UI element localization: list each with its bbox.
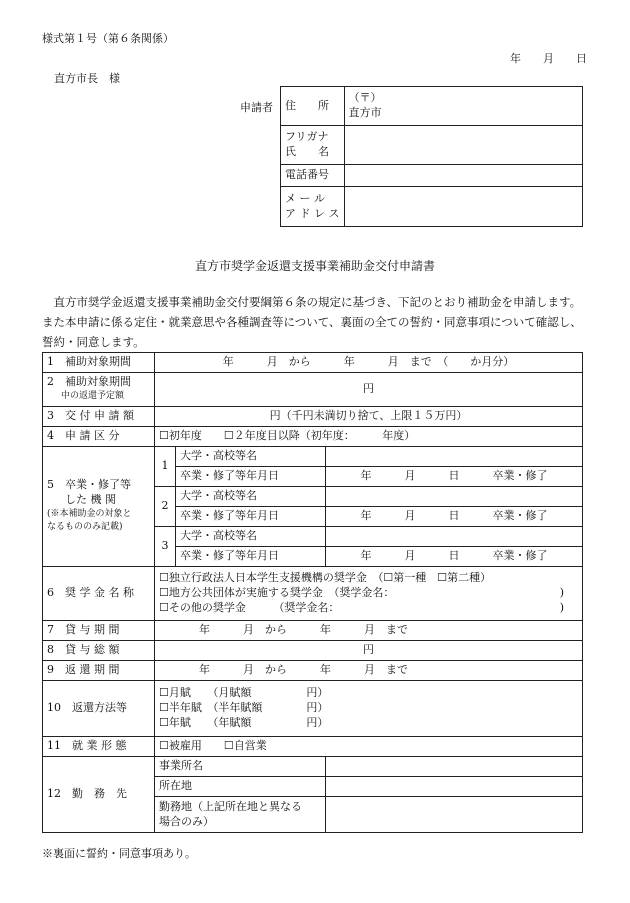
name-field[interactable]: [344, 126, 583, 165]
workplace-label: [155, 797, 326, 833]
row8-label: 8 貸 与 総 額: [43, 641, 155, 661]
repay-monthly[interactable]: ☐月賦 （月賦額 円）: [159, 686, 329, 700]
applicant-label: 申請者: [240, 101, 273, 114]
workplace-label-line2: 場合のみ）: [159, 814, 214, 828]
close-paren: ): [559, 586, 564, 600]
page-title: 直方市奨学金返還支援事業補助金交付申請書: [194, 259, 435, 273]
row3-value[interactable]: 円（千円未満切り捨て、上限１５万円）: [155, 407, 583, 427]
row2-label-line1: 2 補助対象期間: [47, 375, 131, 389]
school-num-2: 2: [155, 487, 176, 527]
close-paren: ): [559, 600, 564, 614]
scholarship-other[interactable]: ☐その他の奨学金 （奨学金名：: [159, 600, 340, 614]
row8-value[interactable]: 円: [155, 641, 583, 661]
school-name-field[interactable]: [326, 447, 583, 467]
intro-text: 直方市奨学金返還支援事業補助金交付要綱第６条の規定に基づき、下記のとおり補助金を申請します。また本申請に係る定住・就業意思や各種調査等について、裏面の全ての誓約・同意事項について確認し、誓約・同意します。: [42, 295, 582, 349]
row7-label: 7 貸 与 期 間: [43, 621, 155, 641]
row1-label: 1 補助対象期間: [43, 353, 155, 373]
row4-value[interactable]: ☐初年度 ☐２年度目以降（初年度： 年度）: [155, 427, 583, 447]
workplace-label-line1: 勤務地（上記所在地と異なる: [159, 799, 302, 813]
name-text-label: 氏 名: [285, 145, 329, 158]
mail-label-line1: メ ー ル: [285, 191, 325, 205]
date-line: 年 月 日: [510, 52, 587, 65]
mail-label: [281, 187, 345, 227]
grad-date-field[interactable]: 年 月 日 卒業・修了: [326, 507, 583, 527]
addressee: 直方市長 様: [54, 72, 120, 85]
office-label: 事業所名: [155, 757, 326, 777]
mail-field[interactable]: [344, 187, 583, 227]
school-num-3: 3: [155, 527, 176, 567]
row3-label: 3 交 付 申 請 額: [43, 407, 155, 427]
row7-value[interactable]: 年 月 から 年 月 まで: [155, 621, 583, 641]
location-label: 所在地: [155, 777, 326, 797]
row5-note-line2: なるもののみ記載): [47, 522, 123, 533]
postal-label: （〒）: [348, 91, 382, 105]
address-label: 住 所: [281, 87, 345, 126]
grad-date-label: 卒業・修了等年月日: [176, 547, 326, 567]
grad-date-field[interactable]: 年 月 日 卒業・修了: [326, 547, 583, 567]
school-name-field[interactable]: [326, 487, 583, 507]
furigana-label: フリガナ: [285, 130, 329, 144]
form-number: 様式第１号（第６条関係）: [42, 32, 174, 45]
applicant-table: [280, 86, 583, 227]
address-field[interactable]: [344, 87, 583, 126]
row9-value[interactable]: 年 月 から 年 月 まで: [155, 661, 583, 681]
row11-value[interactable]: ☐被雇用 ☐自営業: [155, 737, 583, 757]
row5-label-line1: 5 卒業・修了等: [47, 478, 131, 492]
row2-value[interactable]: 円: [155, 373, 583, 407]
office-field[interactable]: [326, 757, 583, 777]
row2-label-line2: 中の返還予定額: [61, 391, 125, 402]
row12-label: 12 勤 務 先: [43, 757, 155, 833]
school-name-label: 大学・高校等名: [176, 527, 326, 547]
location-field[interactable]: [326, 777, 583, 797]
city-label: 直方市: [348, 106, 382, 119]
row11-label: 11 就 業 形 態: [43, 737, 155, 757]
school-name-field[interactable]: [326, 527, 583, 547]
row4-label: 4 申 請 区 分: [43, 427, 155, 447]
row6-label: 6 奨 学 金 名 称: [43, 567, 155, 621]
mail-label-line2: ア ド レ ス: [285, 206, 340, 220]
application-table: [42, 352, 583, 833]
grad-date-label: 卒業・修了等年月日: [176, 507, 326, 527]
grad-date-label: 卒業・修了等年月日: [176, 467, 326, 487]
row5-label: [43, 447, 155, 567]
row10-label: 10 返還方法等: [43, 681, 155, 737]
school-name-label: 大学・高校等名: [176, 487, 326, 507]
scholarship-jasso[interactable]: ☐独立行政法人日本学生支援機構の奨学金 （☐第一種 ☐第二種）: [159, 571, 492, 585]
phone-field[interactable]: [344, 165, 583, 187]
grad-date-field[interactable]: 年 月 日 卒業・修了: [326, 467, 583, 487]
footnote: ※裏面に誓約・同意事項あり。: [42, 847, 196, 860]
school-num-1: 1: [155, 447, 176, 487]
school-name-label: 大学・高校等名: [176, 447, 326, 467]
row2-label: [43, 373, 155, 407]
row5-label-line2: した 機 関: [65, 493, 116, 506]
phone-label: 電話番号: [281, 165, 345, 187]
row5-note-line1: (※本補助金の対象と: [47, 508, 132, 519]
repay-semiannual[interactable]: ☐半年賦 （半年賦額 円）: [159, 701, 329, 715]
workplace-field[interactable]: [326, 797, 583, 833]
row6-value[interactable]: [155, 567, 583, 621]
name-label: [281, 126, 345, 165]
row9-label: 9 返 還 期 間: [43, 661, 155, 681]
repay-annual[interactable]: ☐年賦 （年賦額 円）: [159, 715, 329, 729]
scholarship-local[interactable]: ☐地方公共団体が実施する奨学金 （奨学金名：: [159, 586, 395, 600]
row10-value[interactable]: [155, 681, 583, 737]
row1-value[interactable]: 年 月 から 年 月 まで （ か月分）: [155, 353, 583, 373]
